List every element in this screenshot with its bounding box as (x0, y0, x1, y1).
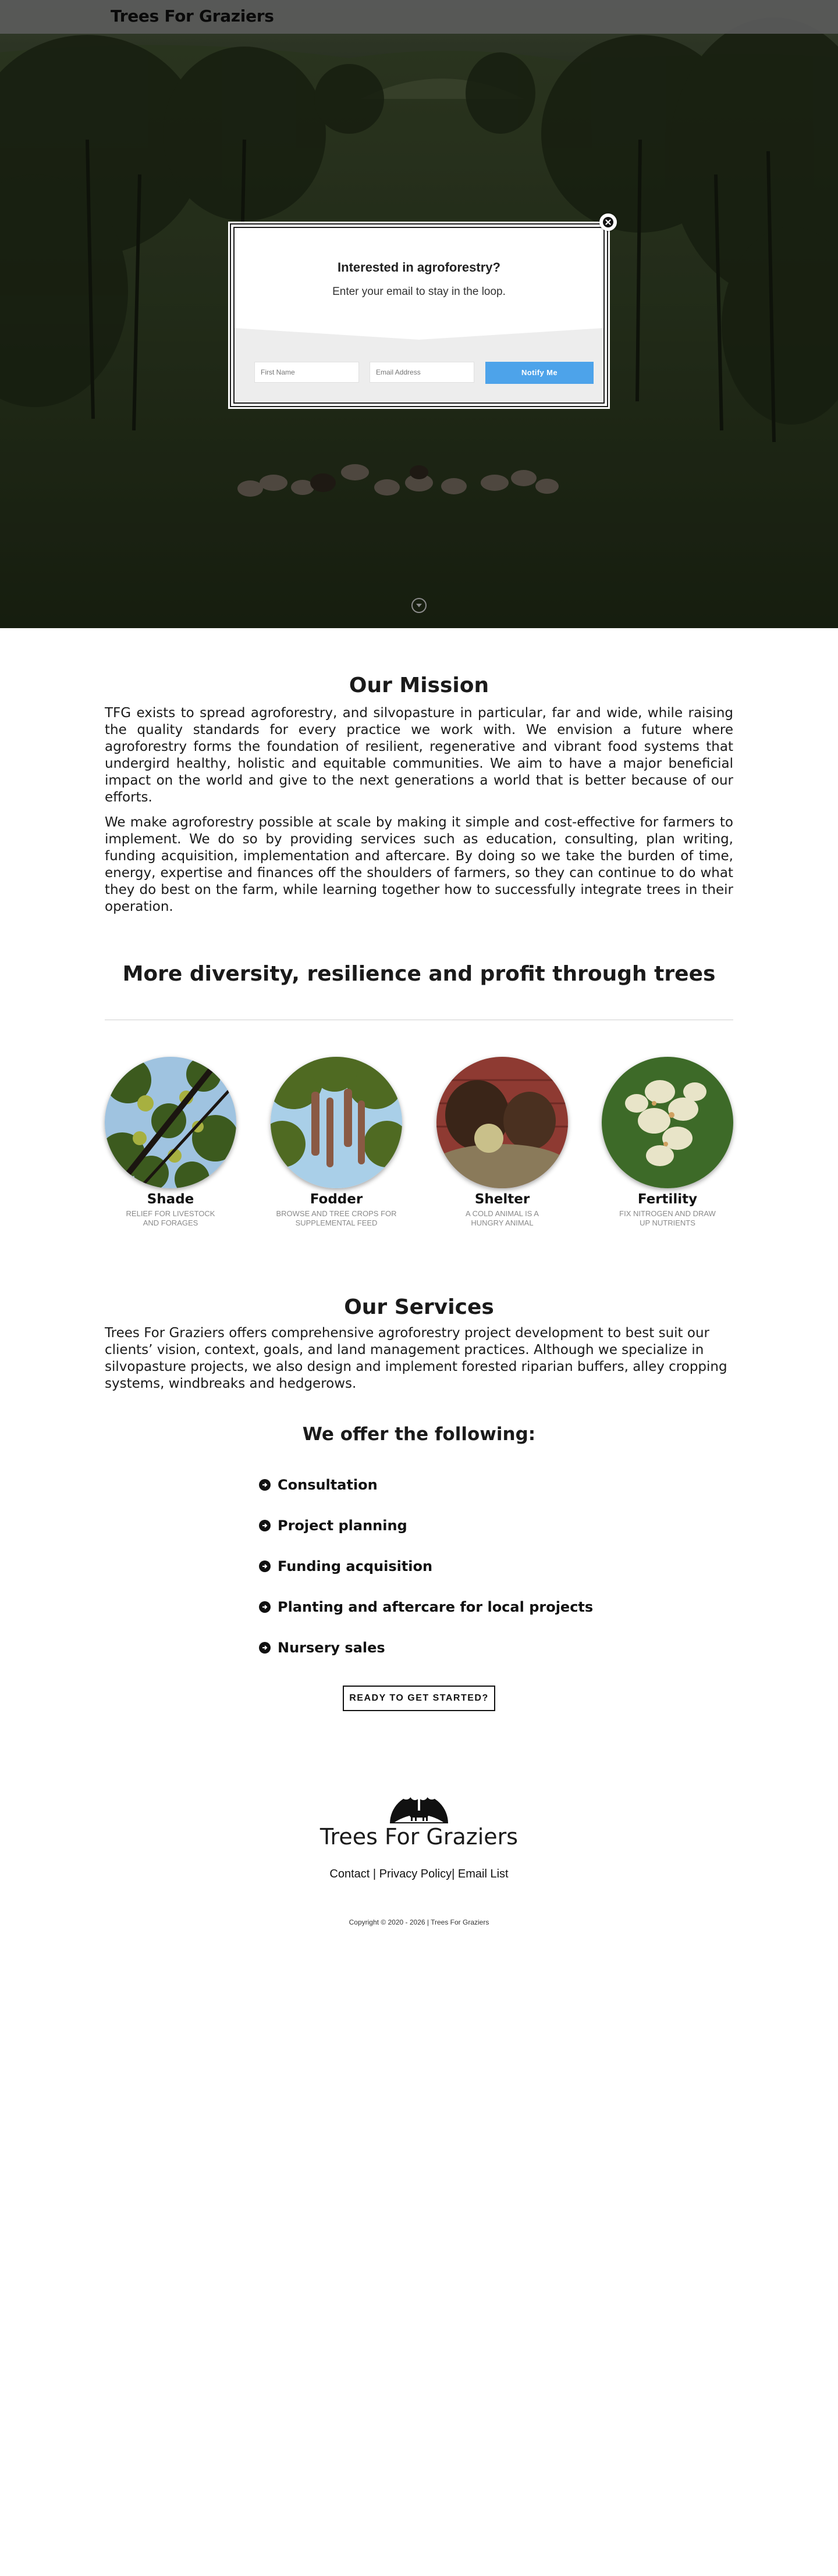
benefit-name: Shade (147, 1192, 194, 1207)
popup-subtitle: Enter your email to stay in the loop. (332, 286, 506, 298)
offer-label: Nursery sales (278, 1640, 385, 1656)
list-item (259, 1587, 593, 1627)
shelter-image (436, 1057, 568, 1188)
link-separator: | (370, 1868, 379, 1880)
benefit-fertility (602, 1057, 733, 1228)
offer-list (259, 1465, 593, 1668)
arrow-right-icon (259, 1642, 271, 1654)
offer-label: Consultation (278, 1477, 378, 1493)
arrow-right-icon (259, 1601, 271, 1613)
benefit-name: Shelter (474, 1192, 530, 1207)
newsletter-popup (228, 222, 610, 409)
site-title-link[interactable]: Trees For Graziers (111, 6, 274, 26)
mission-paragraph: We make agroforestry possible at scale by making it simple and cost-effective for farmers to implement. We do so by providing services such as education, consulting, plan writing, funding acquisition, implementation and aftercare. By doing so we take the burden of time, energy, expertise and finances off the shoulders of farmers, so they can continue to do what they do best on the farm, while learning together how to successfully integrate trees in their operation. (105, 815, 733, 914)
copyright: Copyright © 2020 - 2026 | Trees For Graziers (349, 1918, 489, 1926)
benefits-title: More diversity, resilience and profit through trees (122, 962, 716, 986)
site-header (0, 0, 838, 34)
footer-links (0, 1868, 838, 1881)
close-icon (603, 217, 613, 227)
arrow-right-icon (259, 1479, 271, 1491)
get-started-button[interactable]: READY TO GET STARTED? (343, 1686, 495, 1711)
scroll-down-icon[interactable] (411, 598, 427, 613)
benefit-shade (105, 1057, 236, 1228)
list-item (259, 1465, 593, 1505)
email-list-link[interactable]: Email List (457, 1868, 509, 1880)
benefit-description: FIX NITROGEN AND DRAW UP NUTRIENTS (619, 1209, 716, 1227)
logo-icon (389, 1777, 449, 1825)
close-popup-button[interactable] (599, 213, 617, 231)
contact-link[interactable]: Contact (329, 1868, 370, 1880)
mission-paragraph: TFG exists to spread agroforestry, and silvopasture in particular, far and wide, while raising the quality standards for every practice we work with. We envision a future where agroforestry forms the foundation of resilient, regenerative and vibrant food systems that undergird healthy, holistic and equitable communities. We aim to have a major beneficial impact on the world and give to the next generations a world that is better because of our efforts. (105, 706, 733, 805)
fodder-image (271, 1057, 402, 1188)
fertility-image (602, 1057, 733, 1188)
notify-me-button[interactable]: Notify Me (485, 362, 594, 384)
link-separator: | (452, 1868, 458, 1880)
popup-frame (233, 227, 605, 404)
services-body: Trees For Graziers offers comprehensive agroforestry project development to best suit our clients’ vision, context, goals, and land management practices. Although we specialize in silvopasture projects, we also design and implement forested riparian buffers, alley cropping systems, windbreaks and hedgerows. (105, 1326, 727, 1391)
benefit-name: Fertility (637, 1192, 698, 1207)
benefit-shelter (436, 1057, 568, 1228)
benefit-description: A COLD ANIMAL IS A HUNGRY ANIMAL (466, 1209, 539, 1227)
arrow-right-icon (259, 1560, 271, 1572)
benefit-description: BROWSE AND TREE CROPS FOR SUPPLEMENTAL FEED (276, 1209, 397, 1227)
benefit-name: Fodder (310, 1192, 363, 1207)
first-name-input[interactable] (254, 362, 359, 383)
offer-label: Funding acquisition (278, 1558, 433, 1574)
shade-image (105, 1057, 236, 1188)
arrow-right-icon (259, 1520, 271, 1531)
list-item (259, 1627, 593, 1668)
mission-title: Our Mission (349, 674, 489, 697)
benefit-description: RELIEF FOR LIVESTOCK AND FORAGES (126, 1209, 215, 1227)
popup-notch (235, 328, 603, 340)
list-item (259, 1546, 593, 1587)
list-item (259, 1505, 593, 1546)
offer-label: Project planning (278, 1517, 407, 1534)
email-input[interactable] (370, 362, 474, 383)
benefit-fodder (271, 1057, 402, 1228)
offer-label: Planting and aftercare for local projects (278, 1599, 594, 1615)
popup-title: Interested in agroforestry? (338, 260, 500, 275)
footer-title: Trees For Graziers (319, 1824, 519, 1850)
privacy-policy-link[interactable]: Privacy Policy (379, 1868, 452, 1880)
mission-body (105, 705, 733, 924)
offer-title: We offer the following: (302, 1424, 536, 1445)
services-title: Our Services (344, 1295, 494, 1319)
